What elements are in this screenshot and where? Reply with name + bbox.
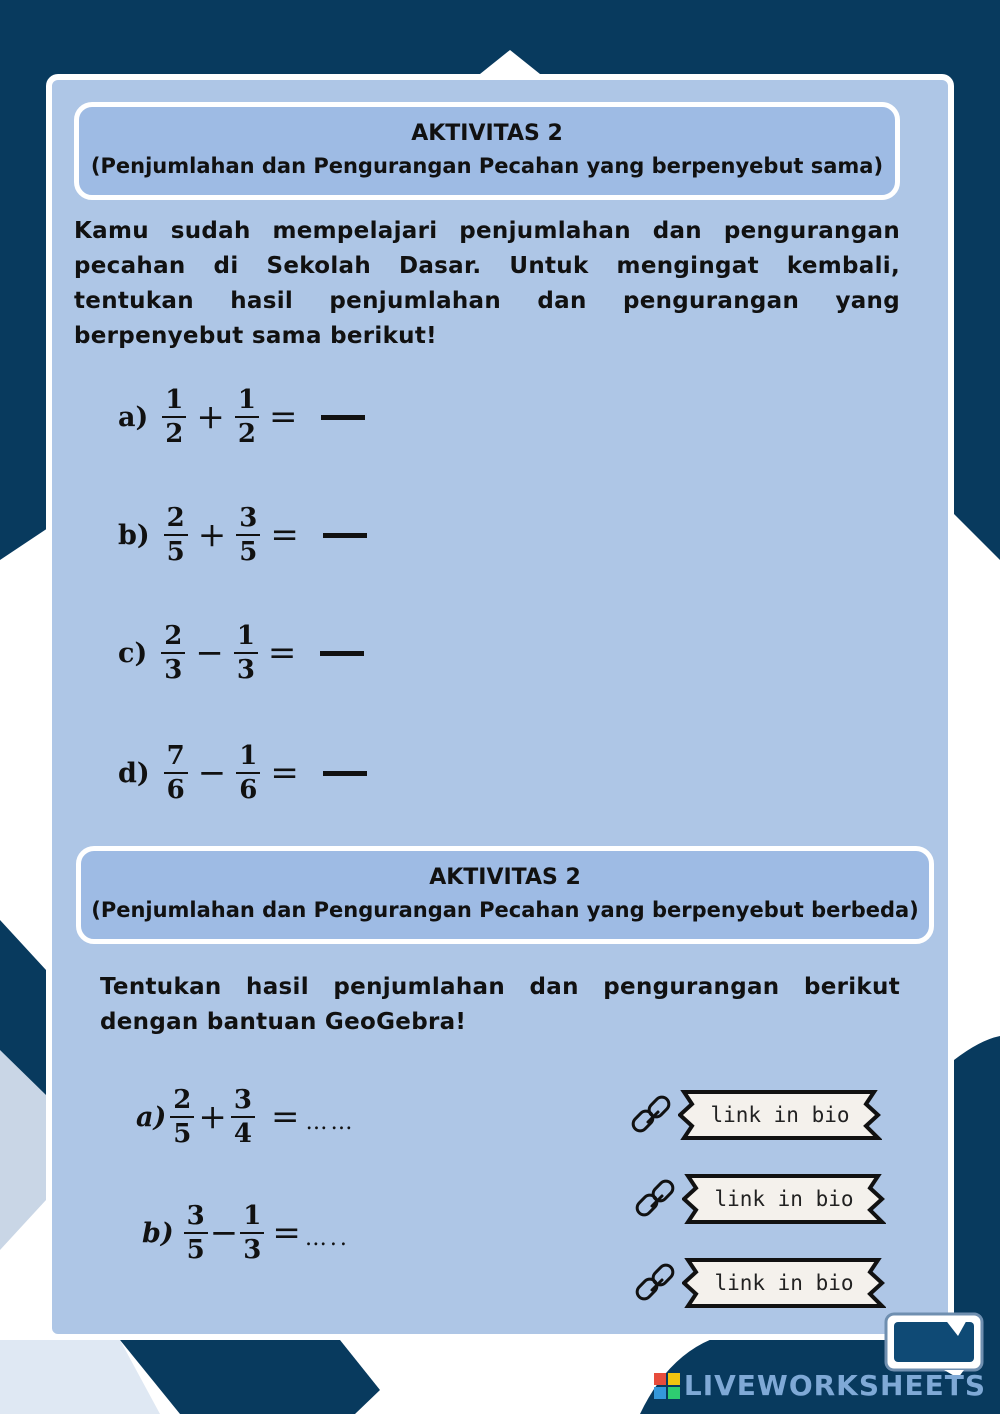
operator: +	[197, 515, 227, 555]
equals-sign: =	[270, 515, 299, 555]
link-label: link in bio	[710, 1103, 850, 1127]
section2-subtitle: (Penjumlahan dan Pengurangan Pecahan yang berpenyebut berbeda)	[91, 898, 919, 922]
problem-label: a)	[118, 401, 149, 433]
link-tag[interactable]	[682, 1256, 886, 1310]
fraction-2	[235, 384, 259, 450]
equals-sign: =	[270, 1097, 300, 1137]
link-chain-icon	[628, 1092, 674, 1138]
problem-label: b)	[118, 519, 150, 551]
section2-instruction: Tentukan hasil penjumlahan dan pengurangan berikut dengan bantuan GeoGebra!	[100, 974, 900, 1035]
section2-title: AKTIVITAS 2	[429, 865, 581, 890]
answer-dots[interactable]: …..	[304, 1225, 350, 1251]
link-chain-icon	[632, 1176, 678, 1222]
equals-sign: =	[270, 753, 299, 793]
denominator: 3	[243, 1235, 262, 1265]
denominator: 6	[166, 775, 185, 805]
fraction-1	[164, 740, 188, 806]
denominator: 4	[233, 1119, 252, 1149]
section1-title: AKTIVITAS 2	[411, 121, 563, 146]
numerator: 1	[234, 620, 258, 654]
denominator: 5	[166, 537, 185, 567]
link-tag[interactable]	[678, 1088, 882, 1142]
numerator: 1	[236, 740, 260, 774]
problem2-b	[142, 1200, 350, 1266]
answer-blank[interactable]	[320, 651, 364, 656]
fraction-2	[236, 502, 260, 568]
numerator: 2	[170, 1084, 194, 1118]
problem-a	[118, 384, 365, 450]
link-label: link in bio	[714, 1187, 854, 1211]
denominator: 5	[239, 537, 258, 567]
section1-header	[74, 102, 900, 200]
link-tag[interactable]	[682, 1172, 886, 1226]
geogebra-link-1[interactable]	[628, 1088, 882, 1142]
equals-sign: =	[268, 397, 298, 437]
numerator: 2	[164, 502, 188, 536]
operator: +	[196, 397, 225, 437]
link-label: link in bio	[714, 1271, 854, 1295]
answer-blank[interactable]	[321, 415, 365, 420]
problem-label: d)	[118, 757, 150, 789]
problem-d	[118, 740, 367, 806]
fraction-2	[234, 620, 258, 686]
numerator: 1	[240, 1200, 264, 1234]
denominator: 5	[186, 1235, 205, 1265]
answer-blank[interactable]	[323, 771, 367, 776]
problem-label: c)	[118, 637, 148, 669]
geogebra-link-2[interactable]	[632, 1172, 886, 1226]
operator: −	[197, 753, 227, 793]
fraction-1	[164, 502, 188, 568]
numerator: 2	[161, 620, 185, 654]
numerator: 3	[236, 502, 260, 536]
fraction-1	[162, 384, 186, 450]
liveworksheets-logo[interactable]	[654, 1369, 986, 1402]
denominator: 3	[236, 655, 255, 685]
denominator: 6	[239, 775, 258, 805]
section1-subtitle: (Penjumlahan dan Pengurangan Pecahan yang berpenyebut sama)	[90, 154, 884, 178]
denominator: 2	[237, 419, 256, 449]
problem-label: b)	[142, 1217, 174, 1249]
problem-label: a)	[136, 1101, 167, 1133]
numerator: 7	[164, 740, 188, 774]
operator: −	[195, 633, 224, 673]
operator: +	[198, 1097, 227, 1137]
denominator: 3	[164, 655, 183, 685]
fraction-2	[236, 740, 260, 806]
fraction-1	[170, 1084, 194, 1150]
numerator: 1	[162, 384, 186, 418]
equals-sign: =	[272, 1213, 301, 1253]
fraction-1	[161, 620, 185, 686]
section2-header	[76, 846, 934, 944]
numerator: 3	[231, 1084, 255, 1118]
fraction-1	[184, 1200, 208, 1266]
liveworksheets-icon	[654, 1373, 680, 1399]
problem2-a	[136, 1084, 355, 1150]
denominator: 5	[173, 1119, 192, 1149]
denominator: 2	[165, 419, 184, 449]
link-chain-icon	[632, 1260, 678, 1306]
answer-dots[interactable]: ……	[305, 1109, 356, 1135]
fraction-2	[240, 1200, 264, 1266]
equals-sign: =	[267, 633, 297, 673]
fraction-2	[231, 1084, 255, 1150]
problem-c	[118, 620, 364, 686]
section1-instruction: Kamu sudah mempelajari penjumlahan dan pengurangan pecahan di Sekolah Dasar. Untuk mengingat kembali, tentukan hasil penjumlahan dan pengurangan yang berpenyebut sama berikut!	[74, 218, 900, 349]
logo-text: LIVEWORKSHEETS	[683, 1369, 986, 1402]
answer-blank[interactable]	[323, 533, 367, 538]
numerator: 3	[184, 1200, 208, 1234]
problem-b	[118, 502, 367, 568]
operator: −	[209, 1213, 239, 1253]
geogebra-link-3[interactable]	[632, 1256, 886, 1310]
numerator: 1	[235, 384, 259, 418]
